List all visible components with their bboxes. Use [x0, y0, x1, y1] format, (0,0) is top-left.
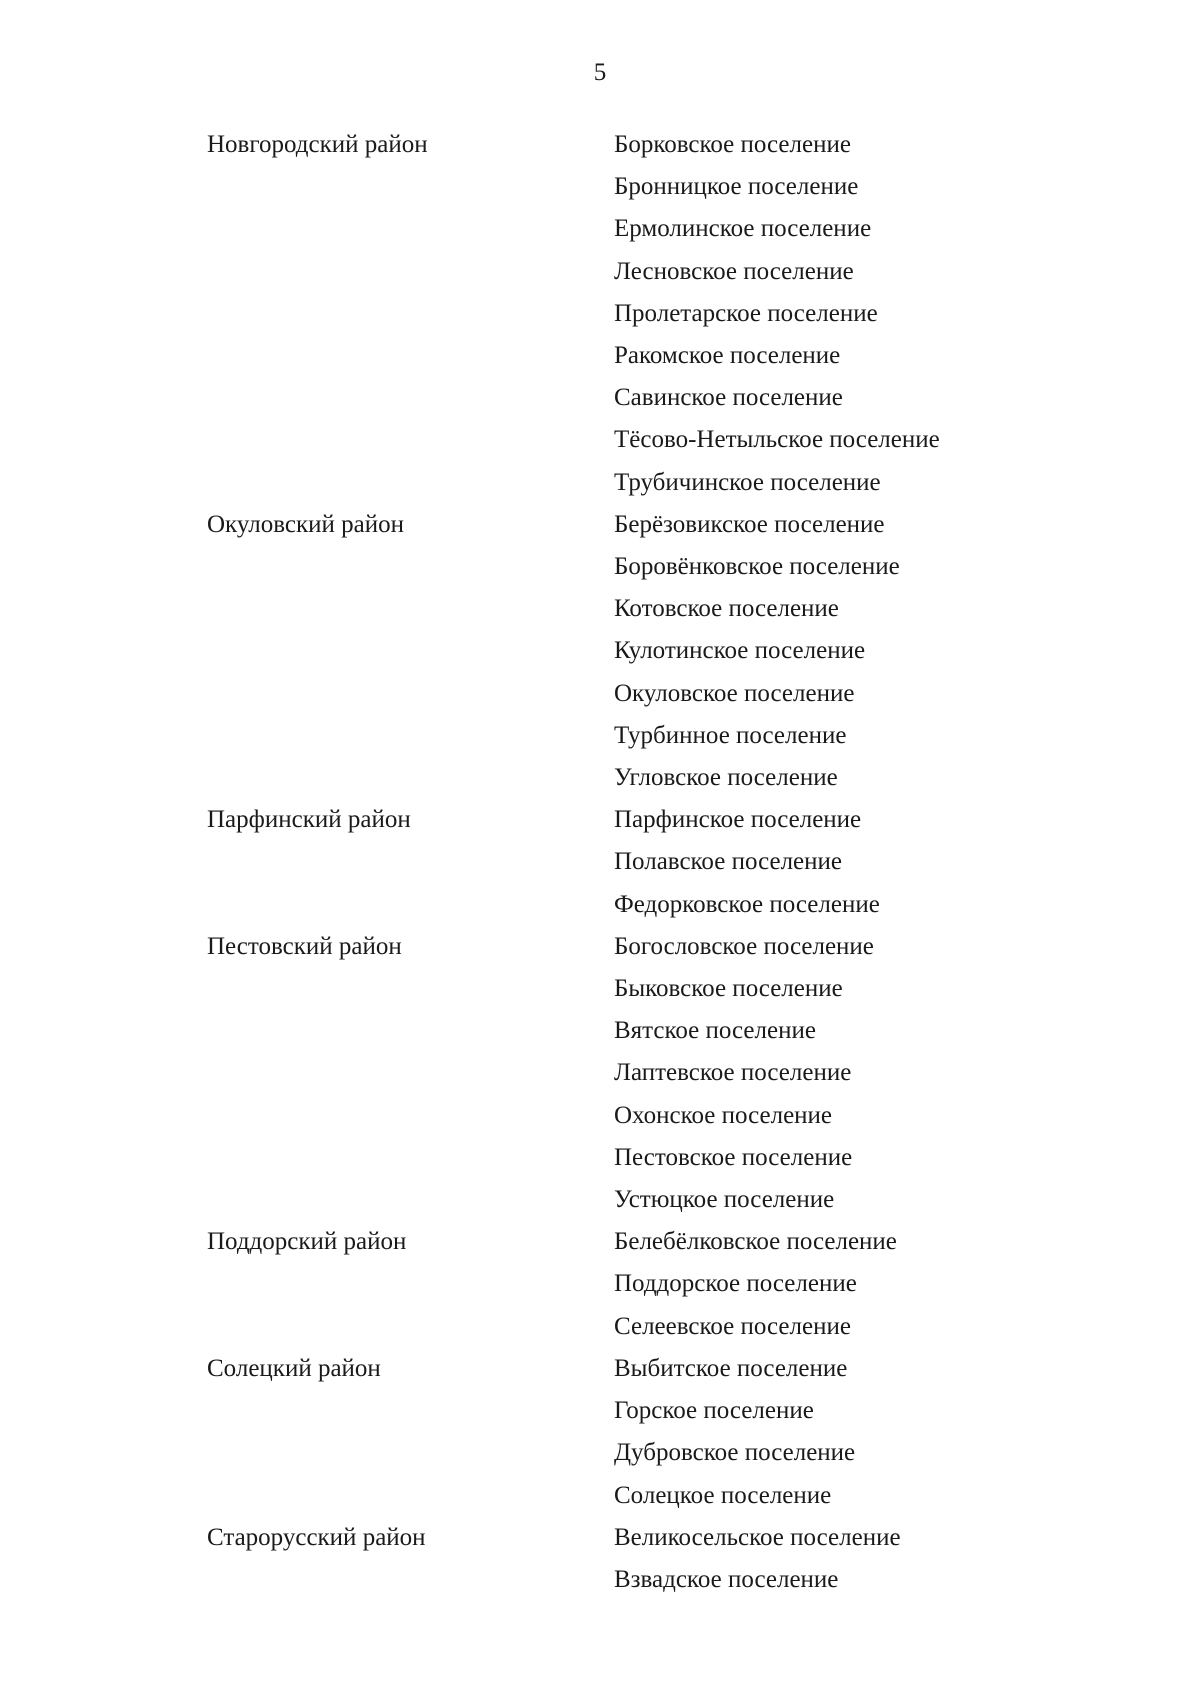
settlement-item: Угловское поселение: [614, 764, 838, 792]
district-name: Окуловский район: [207, 510, 404, 538]
settlement-item: Турбинное поселение: [614, 721, 847, 749]
settlement-item: Окуловское поселение: [614, 679, 855, 707]
settlement-item: Кулотинское поселение: [614, 637, 866, 665]
district-block: [207, 504, 1107, 799]
district-name: Старорусский район: [207, 1523, 426, 1551]
district-block: [207, 124, 1107, 504]
settlement-item: Селеевское поселение: [614, 1312, 851, 1340]
settlement-list: [614, 124, 940, 504]
district-block: [207, 799, 1107, 926]
settlement-item: Великосельское поселение: [614, 1523, 901, 1551]
settlement-item: Выбитское поселение: [614, 1354, 848, 1382]
settlement-item: Лаптевское поселение: [614, 1059, 852, 1087]
settlement-item: Тёсово-Нетыльское поселение: [614, 426, 940, 454]
settlement-item: Федорковское поселение: [614, 890, 880, 918]
district-block: [207, 1221, 1107, 1348]
settlement-item: Вятское поселение: [614, 1017, 816, 1045]
settlement-item: Полавское поселение: [614, 848, 843, 876]
settlement-list: [614, 1221, 897, 1348]
settlement-item: Ермолинское поселение: [614, 215, 872, 243]
settlement-item: Богословское поселение: [614, 932, 874, 960]
settlement-item: Дубровское поселение: [614, 1439, 856, 1467]
district-settlement-list: [207, 124, 1107, 1601]
settlement-item: Взвадское поселение: [614, 1565, 839, 1593]
settlement-item: Пестовское поселение: [614, 1143, 853, 1171]
settlement-item: Солецкое поселение: [614, 1481, 832, 1509]
settlement-item: Устюцкое поселение: [614, 1186, 835, 1214]
settlement-item: Пролетарское поселение: [614, 299, 878, 327]
settlement-item: Поддорское поселение: [614, 1270, 857, 1298]
settlement-item: Бронницкое поселение: [614, 173, 859, 201]
settlement-list: [614, 1348, 855, 1517]
page-number: 5: [593, 59, 607, 86]
district-block: [207, 1517, 1107, 1601]
settlement-item: Боровёнковское поселение: [614, 553, 900, 581]
district-name: Поддорский район: [207, 1228, 407, 1256]
district-block: [207, 1348, 1107, 1517]
settlement-item: Трубичинское поселение: [614, 468, 881, 496]
district-name: Солецкий район: [207, 1354, 381, 1382]
district-name: Новгородский район: [207, 131, 428, 158]
settlement-item: Белебёлковское поселение: [614, 1228, 897, 1256]
settlement-item: Борковское поселение: [614, 131, 851, 158]
settlement-item: Ракомское поселение: [614, 342, 841, 370]
settlement-item: Савинское поселение: [614, 384, 843, 412]
settlement-item: Охонское поселение: [614, 1101, 833, 1129]
settlement-item: Лесновское поселение: [614, 257, 854, 285]
settlement-item: Берёзовикское поселение: [614, 510, 885, 538]
settlement-item: Горское поселение: [614, 1397, 814, 1425]
settlement-list: [614, 926, 874, 1221]
district-name: Пестовский район: [207, 932, 402, 960]
settlement-list: [614, 504, 900, 799]
settlement-item: Парфинское поселение: [614, 806, 862, 834]
settlement-item: Котовское поселение: [614, 595, 839, 623]
settlement-item: Быковское поселение: [614, 975, 843, 1003]
district-name: Парфинский район: [207, 806, 411, 834]
settlement-list: [614, 799, 880, 926]
district-block: [207, 926, 1107, 1221]
settlement-list: [614, 1517, 901, 1601]
